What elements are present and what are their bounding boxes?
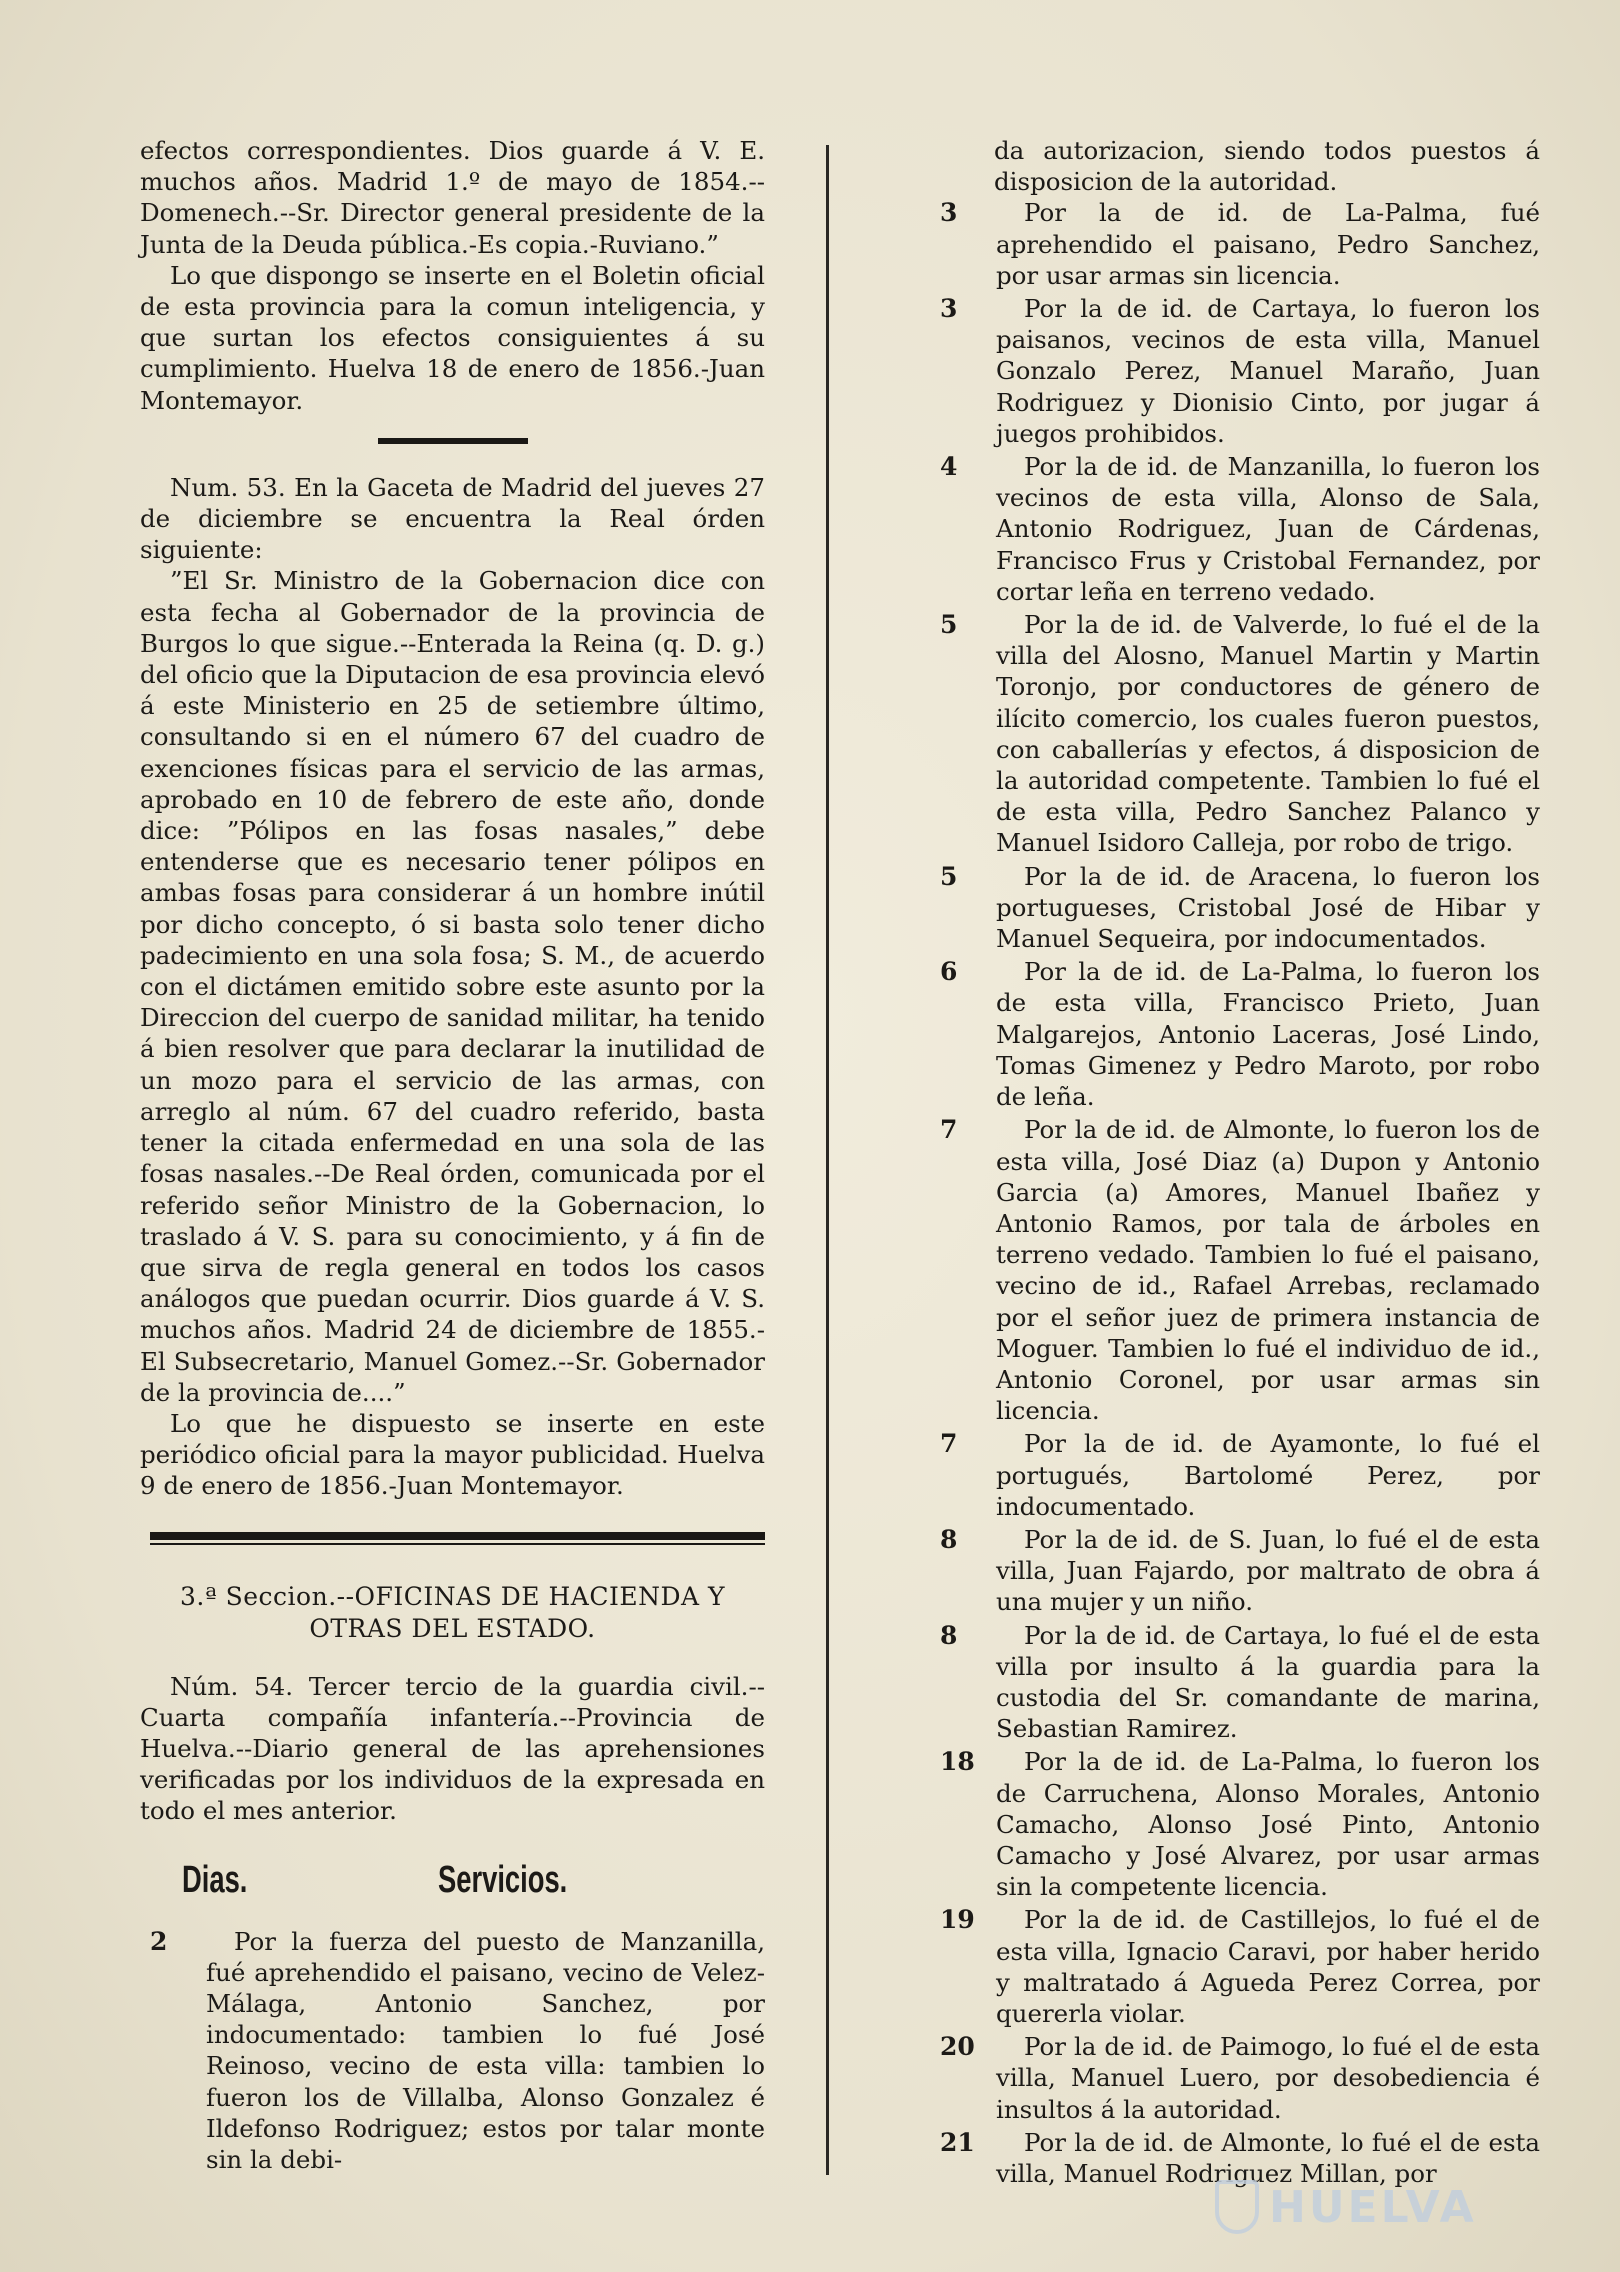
intro-closing: Lo que dispongo se inserte en el Boletin oficial de esta provincia para la comun inteligencia, y que surtan los efectos consiguientes á su cumplimiento. Huelva 18 de enero de 1856.-Juan Montemayor. xyxy=(140,260,765,415)
entry-day: 21 xyxy=(940,2127,975,2157)
entry-day: 2 xyxy=(150,1926,168,1956)
section-title xyxy=(140,1581,765,1645)
entry-text: Por la de id. de Cartaya, lo fueron los paisanos, vecinos de esta villa, Manuel Gonzalo Perez, Manuel Maraño, Juan Rodriguez y Dionisio Cinto, por jugar á juegos prohibidos. xyxy=(996,294,1540,448)
entry-text: Por la de id. de Ayamonte, lo fué el portugués, Bartolomé Perez, por indocumentado. xyxy=(996,1429,1540,1521)
entry-text: Por la de id. de Almonte, lo fueron los de esta villa, José Diaz (a) Dupon y Antonio Garcia (a) Amores, Manuel Ibañez y Antonio Ramos, por tala de árboles en terreno vedado. Tambien lo fué el paisano, vecino de id., Rafael Arrebas, reclamado por el señor juez de primera instancia de Moguer. Tambien lo fué el individuo de id., Antonio Coronel, por usar armas sin licencia. xyxy=(996,1115,1540,1426)
list-item xyxy=(930,1114,1540,1426)
list-item xyxy=(140,1926,765,2176)
entries-list xyxy=(930,197,1540,2189)
entry-day: 5 xyxy=(940,861,958,891)
num53-heading: Num. 53. En la Gaceta de Madrid del jueves 27 de diciembre se encuentra la Real órden siguiente: xyxy=(140,472,765,565)
list-item xyxy=(930,861,1540,955)
entry-day: 19 xyxy=(940,1905,975,1935)
entry-text: Por la de id. de Almonte, lo fué el de esta villa, Manuel Rodriguez Millan, por xyxy=(996,2127,1540,2188)
short-divider xyxy=(378,438,528,444)
entry-day: 5 xyxy=(940,610,958,640)
entry-day: 8 xyxy=(940,1620,958,1650)
entry-text: Por la fuerza del puesto de Manzanilla, fué aprehendido el paisano, vecino de Velez-Málaga, Antonio Sanchez, por indocumentado: tambien lo fué José Reinoso, vecino de esta villa: tambien lo fueron los de Villalba, Alonso Gonzalez é Ildefonso Rodriguez; estos por talar monte sin la debi- xyxy=(206,1926,765,2174)
entry-day: 7 xyxy=(940,1429,958,1459)
heading-days: Dias. xyxy=(182,1858,248,1901)
entry-text: Por la de id. de Cartaya, lo fué el de esta villa por insulto á la guardia para la custodia del Sr. comandante de marina, Sebastian Ramirez. xyxy=(996,1620,1540,1744)
list-item xyxy=(930,956,1540,1112)
right-column xyxy=(930,135,1540,2191)
left-column xyxy=(140,135,765,2177)
entry-day: 18 xyxy=(940,1747,975,1777)
list-item xyxy=(930,1428,1540,1522)
num54-paragraph: Núm. 54. Tercer tercio de la guardia civil.--Cuarta compañía infantería.--Provincia de Huelva.--Diario general de las aprehensiones verificadas por los individuos de la expresada en todo el mes anterior. xyxy=(140,1671,765,1826)
list-item xyxy=(930,1746,1540,1902)
entry-text: Por la de id. de La-Palma, lo fueron los de Carruchena, Alonso Morales, Antonio Camacho, Alonso José Pinto, Antonio Camacho y José Alvarez, por usar armas sin la competente licencia. xyxy=(996,1747,1540,1902)
table-headings xyxy=(182,1859,765,1902)
entry-day: 20 xyxy=(940,2032,975,2062)
entry-day: 4 xyxy=(940,452,958,482)
entry-day: 6 xyxy=(940,957,958,987)
section-title-line1: 3.ª Seccion.--OFICINAS DE HACIENDA Y xyxy=(179,1581,726,1611)
entry-text: Por la de id. de Manzanilla, lo fueron los vecinos de esta villa, Alonso de Sala, Antonio Rodriguez, Juan de Cárdenas, Francisco Frus y Cristobal Fernandez, por cortar leña en terreno vedado. xyxy=(996,452,1540,606)
list-item xyxy=(930,1524,1540,1618)
list-item xyxy=(930,1904,1540,2029)
entry-text: Por la de id. de Aracena, lo fueron los portugueses, Cristobal José de Hibar y Manuel Sequeira, por indocumentados. xyxy=(996,861,1540,954)
entry-text: Por la de id. de S. Juan, lo fué el de esta villa, Juan Fajardo, por maltrato de obra á una mujer y un niño. xyxy=(996,1524,1540,1617)
column-divider xyxy=(826,145,829,2175)
watermark xyxy=(1215,2180,1477,2234)
intro-paragraph: efectos correspondientes. Dios guarde á V. E. muchos años. Madrid 1.º de mayo de 1854.--Domenech.--Sr. Director general presidente de la Junta de la Deuda pública.-Es copia.-Ruviano.” xyxy=(140,136,765,259)
continuation-text: da autorizacion, siendo todos puestos á disposicion de la autoridad. xyxy=(994,136,1540,197)
list-item xyxy=(930,451,1540,607)
entry-text: Por la de id. de Castillejos, lo fué el de esta villa, Ignacio Caravi, por haber herido y maltratado á Agueda Perez Correa, por quererla violar. xyxy=(996,1905,1540,2028)
list-item xyxy=(930,1620,1540,1745)
entry-text: Por la de id. de Paimogo, lo fué el de esta villa, Manuel Luero, por desobediencia é insultos á la autoridad. xyxy=(996,2032,1540,2124)
entry-text: Por la de id. de Valverde, lo fué el de la villa del Alosno, Manuel Martin y Martin Toronjo, por conductores de género de ilícito comercio, los cuales fueron puestos, con caballerías y efectos, á disposicion de la autoridad competente. Tambien lo fué el de esta villa, Pedro Sanchez Palanco y Manuel Isidoro Calleja, por robo de trigo. xyxy=(996,610,1540,858)
list-item xyxy=(930,293,1540,449)
heading-services: Servicios. xyxy=(437,1858,568,1901)
watermark-text: HUELVA xyxy=(1269,2181,1477,2233)
entry-text: Por la de id. de La-Palma, lo fueron los de esta villa, Francisco Prieto, Juan Malgarejos, Antonio Laceras, José Lindo, Tomas Gimenez y Pedro Maroto, por robo de leña. xyxy=(996,957,1540,1112)
num53-body: ”El Sr. Ministro de la Gobernacion dice con esta fecha al Gobernador de la provincia de Burgos lo que sigue.--Enterada la Reina (q. D. g.) del oficio que la Diputacion de esa provincia elevó á este Ministerio en 25 de setiembre último, consultando si en el número 67 del cuadro de exenciones físicas para el servicio de las armas, aprobado en 10 de febrero de este año, donde dice: ”Pólipos en las fosas nasales,” debe entenderse que es necesario tener pólipos en ambas fosas para considerar á un hombre inútil por dicho concepto, ó si basta solo tener dicho padecimiento en una sola fosa; S. M., de acuerdo con el dictámen emitido sobre este asunto por la Direccion del cuerpo de sanidad militar, ha tenido á bien resolver que para declarar la inutilidad de un mozo para el servicio de las armas, con arreglo al núm. 67 del cuadro referido, basta tener la citada enfermedad en una sola de las fosas nasales.--De Real órden, comunicada por el referido señor Ministro de la Gobernacion, lo traslado á V. S. para su conocimiento, y á fin de que sirva de regla general en todos los casos análogos que puedan ocurrir. Dios guarde á V. S. muchos años. Madrid 24 de diciembre de 1855.-El Subsecretario, Manuel Gomez.--Sr. Gobernador de la provincia de....” xyxy=(140,566,765,1407)
section-divider xyxy=(150,1532,765,1545)
entry-text: Por la de id. de La-Palma, fué aprehendido el paisano, Pedro Sanchez, por usar armas sin licencia. xyxy=(996,198,1540,290)
section-title-line2: OTRAS DEL ESTADO. xyxy=(309,1613,596,1643)
num53-closing: Lo que he dispuesto se inserte en este periódico oficial para la mayor publicidad. Huelva 9 de enero de 1856.-Juan Montemayor. xyxy=(140,1408,765,1501)
list-item xyxy=(930,609,1540,859)
entry-day: 3 xyxy=(940,294,958,324)
entry-day: 3 xyxy=(940,198,958,228)
list-item xyxy=(930,2031,1540,2125)
list-item xyxy=(930,197,1540,291)
entry-day: 7 xyxy=(940,1115,958,1145)
entry-day: 8 xyxy=(940,1524,958,1554)
shield-icon xyxy=(1215,2180,1259,2234)
